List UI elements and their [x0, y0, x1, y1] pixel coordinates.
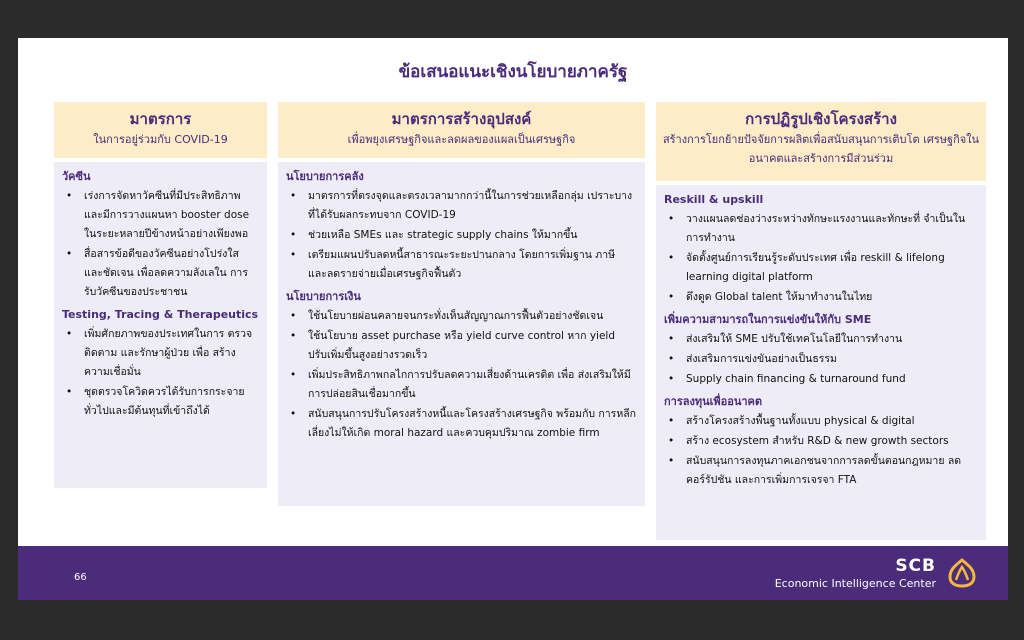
brand-name: SCB — [895, 556, 936, 576]
section-title: นโยบายการคลัง — [286, 170, 364, 183]
list-item: • มาตรการที่ตรงจุดและตรงเวลามากกว่านี้ในการช่วยเหลือกลุ่ม เปราะบางที่ได้รับผลกระทบจาก COVID-19 — [286, 187, 637, 225]
list-item: • ส่งเสริมการแข่งขันอย่างเป็นธรรม — [664, 350, 978, 369]
column-subheading: สร้างการโยกย้ายปัจจัยการผลิตเพื่อสนับสนุนการเติบโต เศรษฐกิจในอนาคตและสร้างการมีส่วนร่วม — [662, 133, 980, 165]
list-item: • สนับสนุนการลงทุนภาคเอกชนจากการลดขั้นตอนกฎหมาย ลดคอร์รัปชัน และการเพิ่มการเจรจา FTA — [664, 452, 978, 490]
brand-block — [775, 556, 936, 591]
bullet-icon: • — [668, 435, 675, 447]
brand-unit: Economic Intelligence Center — [774, 577, 936, 590]
list-item: • Supply chain financing & turnaround fund — [664, 370, 978, 389]
bullet-icon: • — [66, 386, 73, 398]
list-item: • ส่งเสริมให้ SME ปรับใช้เทคโนโลยีในการทำงาน — [664, 330, 978, 349]
column-body — [54, 162, 267, 488]
list-item: • ใช้นโยบายผ่อนคลายจนกระทั่งเห็นสัญญาณการฟื้นตัวอย่างชัดเจน — [286, 307, 637, 326]
list-item: • สื่อสารข้อดีของวัคซีนอย่างโปร่งใส และชัดเจน เพื่อลดความลังเลใน การรับวัคซีนของประชาชน — [62, 245, 259, 302]
bullet-list — [62, 325, 259, 421]
bullet-icon: • — [66, 328, 73, 340]
column-heading: การปฏิรูปเชิงโครงสร้าง — [745, 110, 897, 128]
list-item: • สร้างโครงสร้างพื้นฐานทั้งแบบ physical & digital — [664, 412, 978, 431]
column-body — [656, 185, 986, 540]
column-body — [278, 162, 645, 506]
bullet-icon: • — [668, 291, 675, 303]
bullet-icon: • — [290, 249, 297, 261]
bullet-icon: • — [668, 415, 675, 427]
column-header — [278, 102, 645, 158]
column-demand-measures — [278, 102, 645, 506]
bullet-list — [286, 187, 637, 284]
bullet-icon: • — [290, 190, 297, 202]
column-subheading: เพื่อพยุงเศรษฐกิจและลดผลของแผลเป็นเศรษฐกิจ — [347, 133, 576, 146]
bullet-icon: • — [668, 213, 675, 225]
bullet-icon: • — [668, 373, 675, 385]
section-title: Testing, Tracing & Therapeutics — [62, 308, 259, 321]
column-measures — [54, 102, 267, 488]
list-item: • เพิ่มประสิทธิภาพกลไกการปรับลดความเสี่ยงด้านเครดิต เพื่อ ส่งเสริมให้มีการปล่อยสินเชื่อมากขึ้น — [286, 366, 637, 404]
bullet-icon: • — [290, 330, 297, 342]
section-title: วัคซีน — [62, 170, 91, 183]
bullet-icon: • — [668, 333, 675, 345]
list-item: • วางแผนลดช่องว่างระหว่างทักษะแรงงานและทักษะที่ จำเป็นในการทำงาน — [664, 210, 978, 248]
page-number: 66 — [74, 572, 87, 583]
bullet-list — [664, 412, 978, 490]
section-title: เพิ่มความสามารถในการแข่งขันให้กับ SME — [664, 313, 872, 326]
list-item: • ใช้นโยบาย asset purchase หรือ yield curve control หาก yield ปรับเพิ่มขึ้นสูงอย่างรวดเร็ว — [286, 327, 637, 365]
bullet-list — [664, 330, 978, 389]
bullet-icon: • — [66, 190, 73, 202]
bullet-icon: • — [668, 353, 675, 365]
list-item: • ชุดตรวจโควิดควรได้รับการกระจาย ทั่วไปและมีต้นทุนที่เข้าถึงได้ — [62, 383, 259, 421]
bullet-icon: • — [290, 310, 297, 322]
section-title: Reskill & upskill — [664, 193, 764, 206]
list-item: • จัดตั้งศูนย์การเรียนรู้ระดับประเทศ เพื่อ reskill & lifelong learning digital platform — [664, 249, 978, 287]
column-header — [656, 102, 986, 181]
bullet-icon: • — [290, 229, 297, 241]
bullet-icon: • — [290, 369, 297, 381]
list-item: • ช่วยเหลือ SMEs และ strategic supply chains ให้มากขึ้น — [286, 226, 637, 245]
bullet-icon: • — [66, 248, 73, 260]
section-title: นโยบายการเงิน — [286, 290, 361, 303]
column-header — [54, 102, 267, 158]
list-item: • สร้าง ecosystem สำหรับ R&D & new growth sectors — [664, 432, 978, 451]
column-heading: มาตรการสร้างอุปสงค์ — [391, 110, 532, 128]
column-structural-reform — [656, 102, 986, 540]
bullet-list — [62, 187, 259, 302]
list-item: • เพิ่มศักยภาพของประเทศในการ ตรวจ ติดตาม และรักษาผู้ป่วย เพื่อ สร้างความเชื่อมั่น — [62, 325, 259, 382]
column-heading: มาตรการ — [129, 110, 192, 128]
bullet-list — [286, 307, 637, 443]
bullet-list — [664, 210, 978, 307]
scb-logo-icon — [946, 557, 978, 589]
bullet-icon: • — [668, 252, 675, 264]
section-title: การลงทุนเพื่ออนาคต — [664, 395, 763, 408]
bullet-icon: • — [668, 455, 675, 467]
list-item: • ดึงดูด Global talent ให้มาทำงานในไทย — [664, 288, 978, 307]
list-item: • สนับสนุนการปรับโครงสร้างหนี้และโครงสร้างเศรษฐกิจ พร้อมกับ การหลีกเลี่ยงไม่ให้เกิด moral hazard และควบคุมปริมาณ zombie firm — [286, 405, 637, 443]
column-subheading: ในการอยู่ร่วมกับ COVID-19 — [93, 133, 228, 146]
bullet-icon: • — [290, 408, 297, 420]
list-item: • เตรียมแผนปรับลดหนี้สาธารณะระยะปานกลาง โดยการเพิ่มฐาน ภาษี และลดรายจ่ายเมื่อเศรษฐกิจฟื้นตัว — [286, 246, 637, 284]
list-item: • เร่งการจัดหาวัคซีนที่มีประสิทธิภาพ และมีการวางแผนหา booster dose ในระยะหลายปีข้างหน้าอย่างเพียงพอ — [62, 187, 259, 244]
footer-bar — [18, 546, 1008, 600]
page-title: ข้อเสนอแนะเชิงนโยบายภาครัฐ — [398, 62, 628, 82]
slide — [18, 38, 1008, 600]
